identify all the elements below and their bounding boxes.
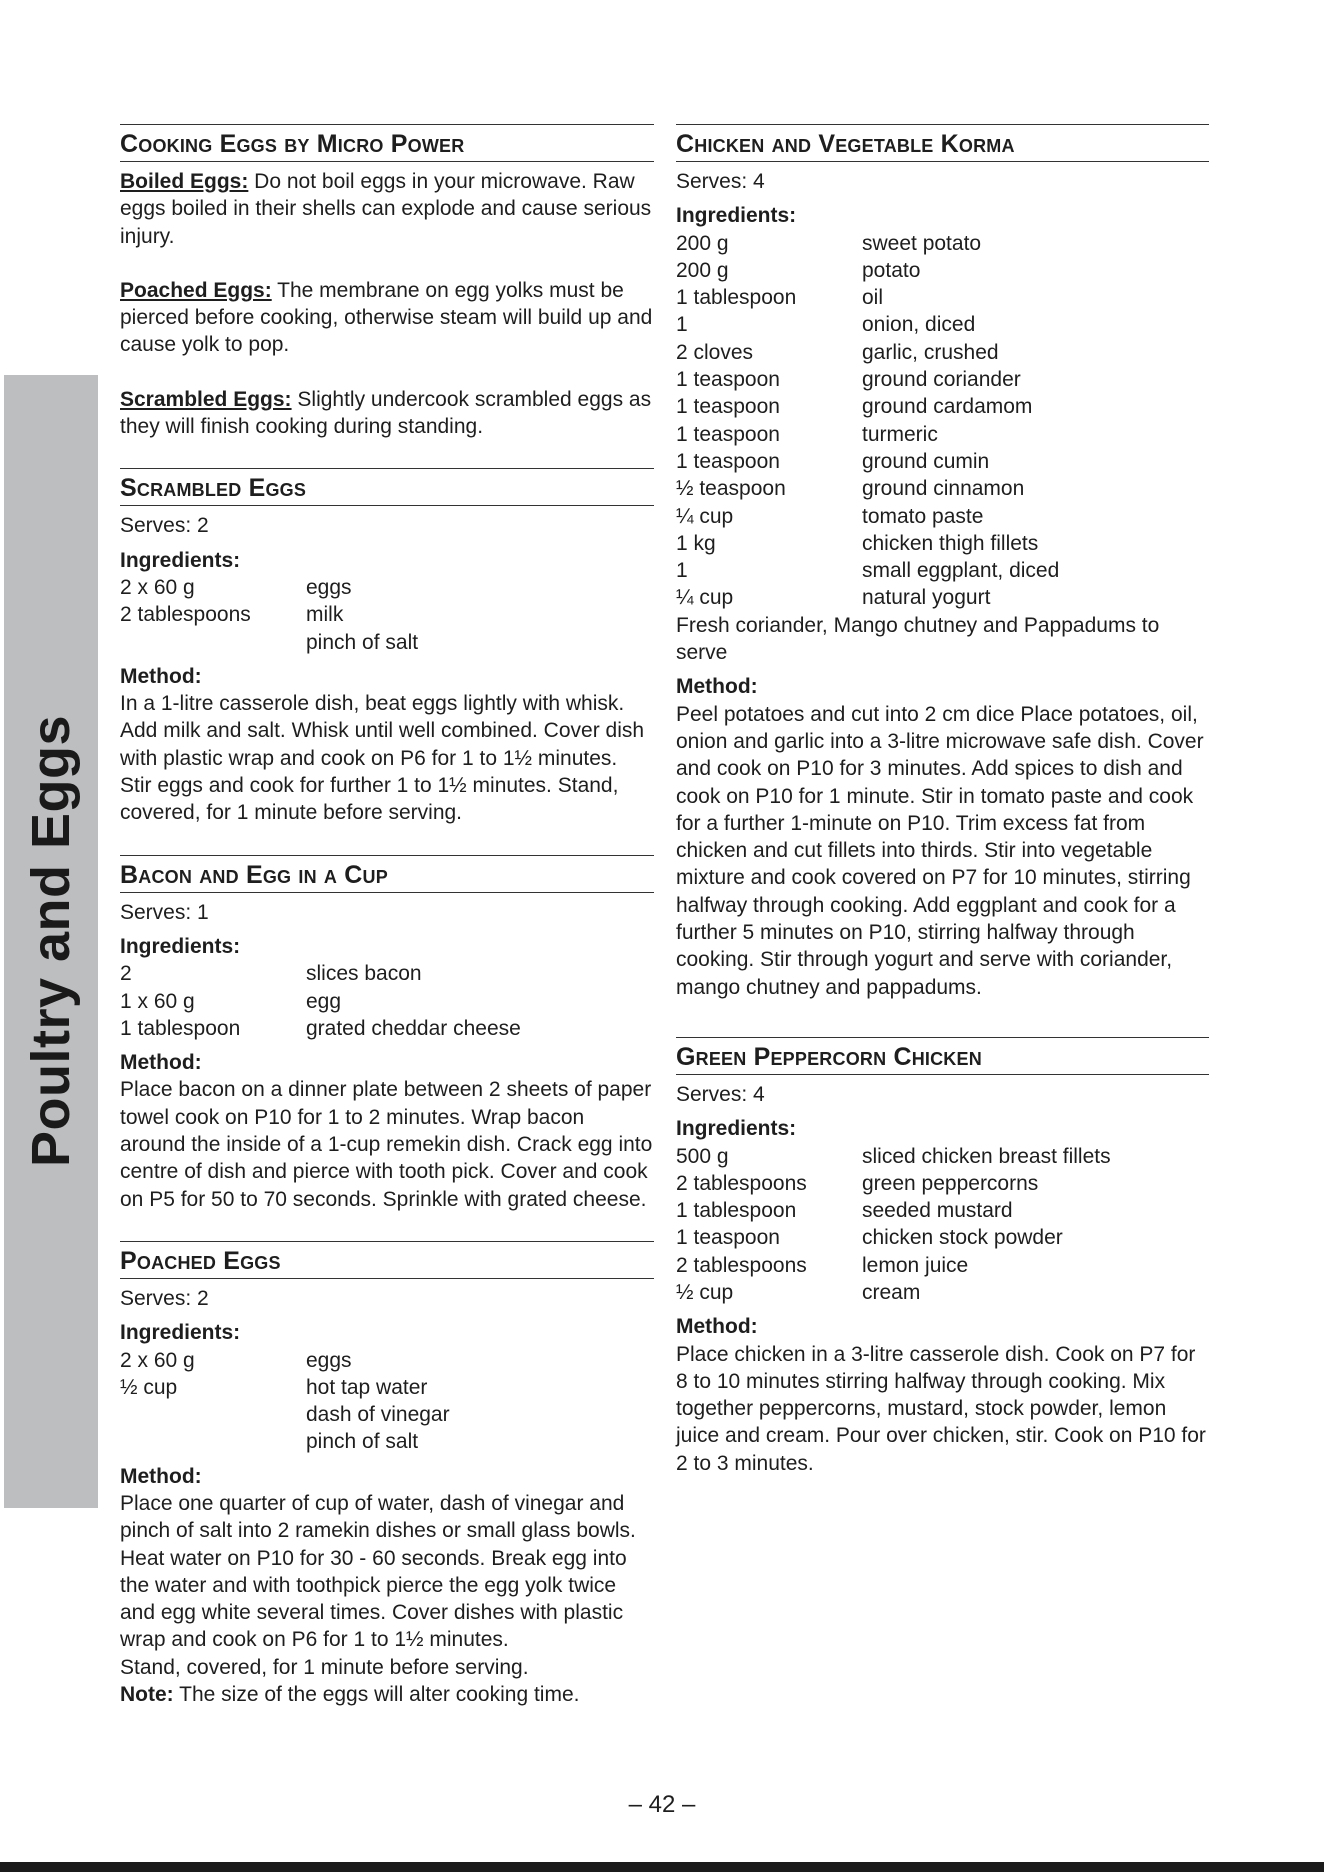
ingredient-qty: 1 teaspoon (676, 449, 780, 473)
ingredient-row (676, 366, 1209, 393)
ingredient-qty: 2 tablespoons (120, 603, 251, 627)
ingredient-qty: 1 tablespoon (676, 1199, 797, 1223)
ingredient-item: lemon juice (862, 1253, 969, 1277)
ingredient-item: pinch of salt (306, 630, 419, 654)
chapter-title: Poultry and Eggs (21, 714, 81, 1168)
ingredient-item: ground coriander (862, 368, 1021, 392)
method-label: Method: (120, 664, 202, 688)
ingredient-row (120, 1428, 654, 1455)
ingredient-row (676, 393, 1209, 420)
recipe-bacon-egg-cup (120, 855, 654, 1213)
section-title: Cooking Eggs by Micro Power (120, 124, 654, 162)
ingredient-item: chicken thigh fillets (862, 531, 1039, 555)
ingredient-item: grated cheddar cheese (306, 1016, 521, 1040)
ingredient-item: turmeric (862, 422, 938, 446)
ingredient-row (120, 960, 654, 987)
method-text: Place chicken in a 3-litre casserole dish. Cook on P7 for 8 to 10 minutes stirring halfway through cooking. Mix together peppercorns, mustard, stock powder, lemon juice and cream. Pour over chicken, stir. Cook on P10 for 2 to 3 minutes. (676, 1342, 1206, 1475)
ingredient-row (676, 448, 1209, 475)
ingredient-qty (120, 1428, 306, 1455)
recipe-title: Chicken and Vegetable Korma (676, 124, 1209, 162)
ingredient-qty: 1 teaspoon (676, 368, 780, 392)
ingredient-item: natural yogurt (862, 586, 991, 610)
tip-term: Boiled Eggs: (120, 170, 249, 193)
method-text: Place bacon on a dinner plate between 2 sheets of paper towel cook on P10 for 1 to 2 minutes. Wrap bacon around the inside of a 1-cup remekin dish. Crack egg into centre of dish and pierce with tooth pick. Cover and cook on P5 for 50 to 70 seconds. Sprinkle with grated cheese. (120, 1078, 653, 1211)
method-label: Method: (676, 675, 758, 699)
ingredient-row (120, 988, 654, 1015)
ingredients-list (676, 230, 1209, 612)
note-label: Note: (120, 1683, 174, 1707)
method-label: Method: (676, 1315, 758, 1339)
tip-text: Slightly undercook scrambled eggs as they will finish cooking during standing. (120, 387, 652, 439)
recipe-title: Bacon and Egg in a Cup (120, 855, 654, 893)
ingredient-item: seeded mustard (862, 1199, 1013, 1223)
ingredient-row (120, 601, 654, 628)
ingredient-item: ground cumin (862, 449, 990, 473)
ingredient-qty: 2 x 60 g (120, 1348, 195, 1372)
ingredient-item: pinch of salt (306, 1430, 419, 1454)
ingredient-qty: 1 teaspoon (676, 422, 780, 446)
serves: Serves: 2 (120, 1286, 209, 1310)
ingredient-item: tomato paste (862, 504, 984, 528)
ingredient-qty: 200 g (676, 258, 729, 282)
ingredient-qty: 2 (120, 962, 132, 986)
ingredient-qty: ½ cup (676, 1280, 734, 1304)
ingredient-row (676, 530, 1209, 557)
ingredient-row (676, 230, 1209, 257)
ingredient-item: slices bacon (306, 962, 422, 986)
ingredient-item: potato (862, 258, 921, 282)
ingredient-qty: 1 tablespoon (676, 286, 797, 310)
ingredient-qty: 1 x 60 g (120, 989, 195, 1013)
ingredient-item: dash of vinegar (306, 1403, 450, 1427)
recipe-title: Green Peppercorn Chicken (676, 1037, 1209, 1075)
method-text: In a 1-litre casserole dish, beat eggs lightly with whisk. Add milk and salt. Whisk until well combined. Cover dish with plastic wrap and cook on P6 for 1 to 1½ minutes. Stir eggs and cook for further 1 to 1½ minutes. Stand, covered, for 1 minute before serving. (120, 692, 645, 825)
ingredient-row (676, 1252, 1209, 1279)
section-cooking-tips (120, 124, 654, 440)
note-text: The size of the eggs will alter cooking time. (173, 1683, 580, 1707)
tip-text: The membrane on egg yolks must be pierced before cooking, otherwise steam will build up and cause yolk to pop. (120, 278, 653, 357)
serve-note: Fresh coriander, Mango chutney and Pappadums to serve (676, 613, 1160, 665)
serves: Serves: 2 (120, 514, 209, 538)
ingredient-qty: 1 (676, 313, 688, 337)
recipe-chicken-korma (676, 124, 1209, 1001)
method-label: Method: (120, 1464, 202, 1488)
ingredient-row (120, 1347, 654, 1374)
ingredient-row (120, 629, 654, 656)
page-bottom-border (0, 1862, 1324, 1872)
ingredient-row (676, 557, 1209, 584)
method-text: Peel potatoes and cut into 2 cm dice Place potatoes, oil, onion and garlic into a 3-litre microwave safe dish. Cover and cook on P10 for 3 minutes. Add spices to dish and cook on P10 for 1 minute. Stir in tomato paste and cook for a further 1-minute on P10. Trim excess fat from chicken and cut fillets into thirds. Stir into vegetable mixture and cook covered on P7 for 10 minutes, stirring halfway through cooking. Add eggplant and cook for a further 5 minutes on P10, stirring halfway through cooking. Stir through yogurt and serve with coriander, mango chutney and pappadums. (676, 702, 1204, 999)
ingredient-row (676, 421, 1209, 448)
ingredient-row (120, 1401, 654, 1428)
ingredient-row (676, 1224, 1209, 1251)
ingredient-qty: 2 tablespoons (676, 1253, 807, 1277)
ingredient-qty: ¼ cup (676, 504, 734, 528)
tip-scrambled (120, 386, 654, 441)
ingredient-item: ground cardamom (862, 395, 1033, 419)
ingredient-item: garlic, crushed (862, 340, 999, 364)
ingredient-qty: 500 g (676, 1144, 729, 1168)
ingredients-label: Ingredients: (120, 1321, 241, 1345)
ingredient-row (676, 1197, 1209, 1224)
ingredient-qty: 1 tablespoon (120, 1016, 241, 1040)
ingredient-row (676, 1279, 1209, 1306)
ingredient-item: oil (862, 286, 884, 310)
ingredient-qty: 1 (676, 559, 688, 583)
ingredient-row (120, 574, 654, 601)
ingredients-list (120, 1347, 654, 1456)
right-column (676, 124, 1209, 1505)
ingredient-qty (120, 1401, 306, 1428)
recipe-green-peppercorn-chicken (676, 1037, 1209, 1477)
serves: Serves: 1 (120, 900, 209, 924)
ingredient-item: eggs (306, 1348, 352, 1372)
ingredient-row (676, 257, 1209, 284)
ingredient-item: green peppercorns (862, 1171, 1039, 1195)
method-text-standing: Stand, covered, for 1 minute before serving. (120, 1655, 529, 1679)
ingredient-row (676, 1143, 1209, 1170)
ingredient-row (676, 503, 1209, 530)
ingredients-list (120, 574, 654, 656)
cooking-note (120, 1681, 654, 1708)
ingredient-qty: ½ teaspoon (676, 477, 786, 501)
ingredient-item: milk (306, 603, 344, 627)
ingredient-qty: ½ cup (120, 1375, 178, 1399)
ingredient-row (676, 475, 1209, 502)
tip-text: Do not boil eggs in your microwave. Raw eggs boiled in their shells can explode and cause serious injury. (120, 170, 652, 248)
serves: Serves: 4 (676, 1082, 765, 1106)
ingredients-label: Ingredients: (676, 1117, 797, 1141)
ingredients-label: Ingredients: (676, 204, 797, 228)
recipe-title: Scrambled Eggs (120, 468, 654, 506)
chapter-side-tab (4, 375, 98, 1508)
method-label: Method: (120, 1051, 202, 1075)
ingredient-qty: 2 cloves (676, 340, 754, 364)
recipe-scrambled-eggs (120, 468, 654, 826)
left-column (120, 124, 654, 1736)
ingredient-item: onion, diced (862, 313, 976, 337)
ingredient-item: chicken stock powder (862, 1226, 1063, 1250)
ingredient-item: hot tap water (306, 1375, 428, 1399)
recipe-title: Poached Eggs (120, 1241, 654, 1279)
ingredient-qty: ¼ cup (676, 586, 734, 610)
serves: Serves: 4 (676, 170, 765, 193)
ingredient-row (120, 1374, 654, 1401)
recipe-poached-eggs (120, 1241, 654, 1708)
ingredient-row (676, 584, 1209, 611)
ingredient-item: sweet potato (862, 231, 982, 255)
ingredient-row (676, 1170, 1209, 1197)
ingredient-row (676, 311, 1209, 338)
ingredient-qty: 2 x 60 g (120, 575, 195, 599)
ingredient-row (676, 284, 1209, 311)
ingredients-label: Ingredients: (120, 548, 241, 572)
ingredient-row (120, 1015, 654, 1042)
page-number: – 42 – (628, 1791, 696, 1818)
ingredient-row (676, 339, 1209, 366)
ingredient-qty: 1 kg (676, 531, 716, 555)
ingredient-item: small eggplant, diced (862, 559, 1060, 583)
tip-poached (120, 277, 654, 359)
ingredient-qty: 1 teaspoon (676, 395, 780, 419)
tip-term: Scrambled Eggs: (120, 387, 292, 411)
ingredient-qty: 2 tablespoons (676, 1171, 807, 1195)
ingredients-list (676, 1143, 1209, 1307)
tip-boiled (120, 168, 654, 250)
ingredient-qty: 200 g (676, 231, 729, 255)
ingredient-item: eggs (306, 575, 352, 599)
ingredient-item: sliced chicken breast fillets (862, 1144, 1111, 1168)
ingredients-list (120, 960, 654, 1042)
ingredient-item: ground cinnamon (862, 477, 1025, 501)
tip-term: Poached Eggs: (120, 278, 272, 302)
ingredient-qty: 1 teaspoon (676, 1226, 780, 1250)
ingredients-label: Ingredients: (120, 934, 241, 958)
ingredient-item: cream (862, 1280, 921, 1304)
method-text: Place one quarter of cup of water, dash of vinegar and pinch of salt into 2 ramekin dishes or small glass bowls. Heat water on P10 for 30 - 60 seconds. Break egg into the water and with toothpick pierce the egg yolk twice and egg white several times. Cover dishes with plastic wrap and cook on P6 for 1 to 1½ minutes. (120, 1491, 636, 1652)
ingredient-item: egg (306, 989, 342, 1013)
ingredient-qty (120, 629, 306, 656)
